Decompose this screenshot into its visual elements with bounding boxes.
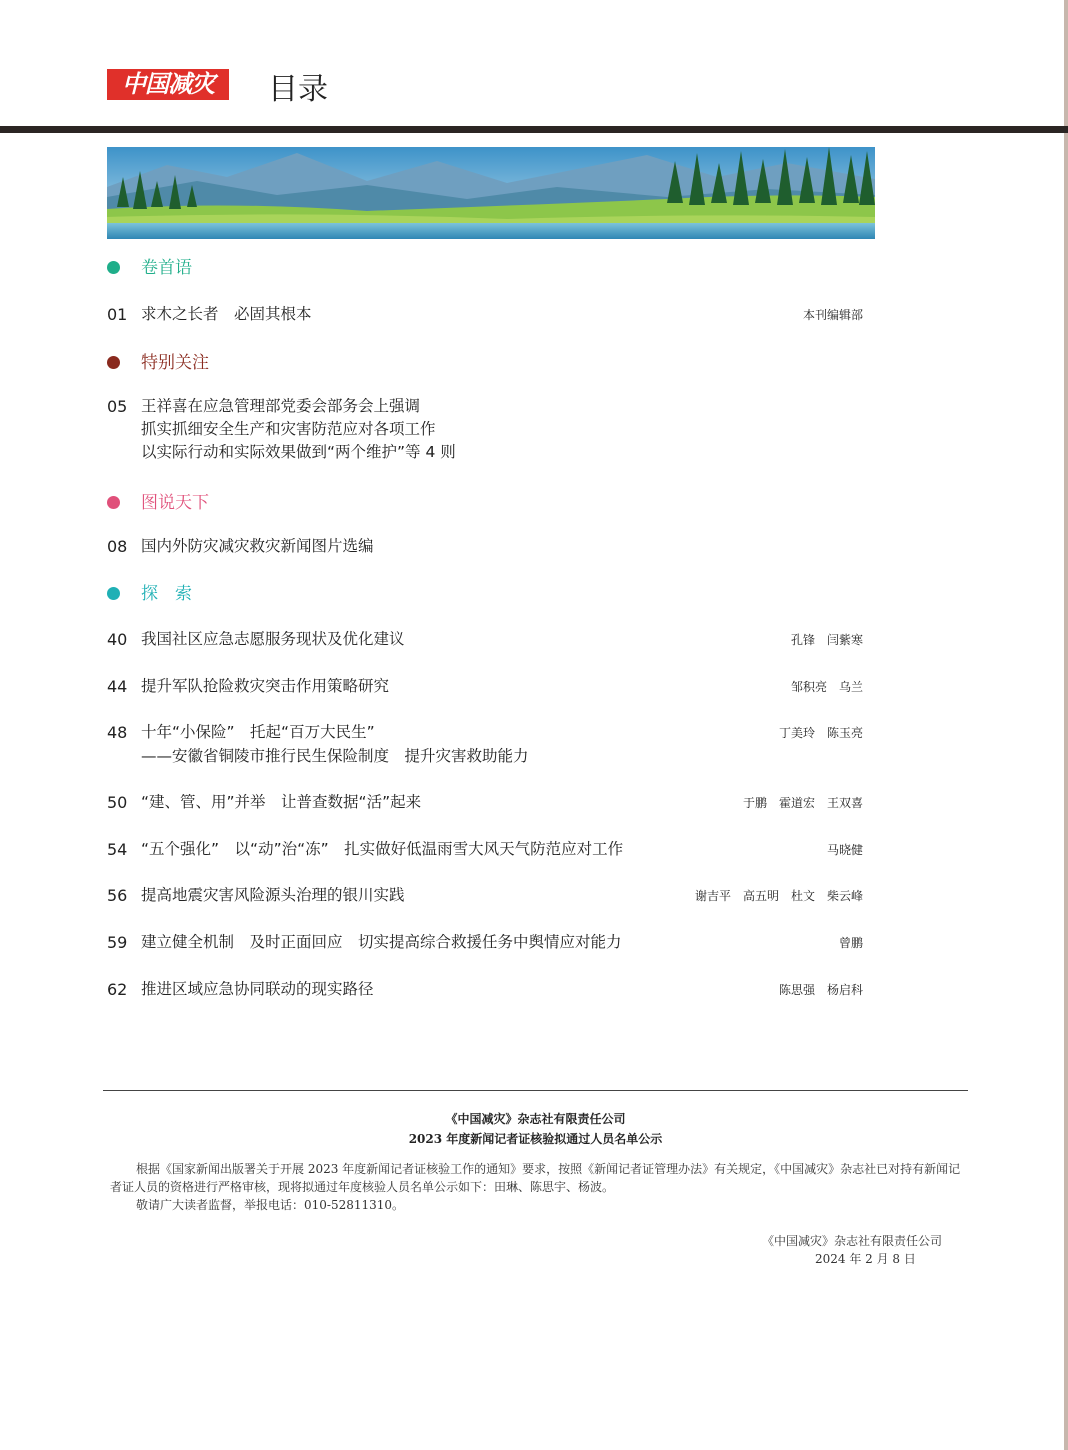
page-number: 08 [107,537,128,556]
article-author: 曾鹏 [838,936,863,950]
article-title: 提高地震灾害风险源头治理的银川实践 [141,886,405,904]
page-edge-strip [1064,0,1068,1450]
article-title: 建立健全机制 及时正面回应 切实提高综合救援任务中舆情应对能力 [141,933,622,951]
landscape-banner-image [107,147,875,239]
page-number: 54 [107,840,128,859]
article-author: 马晓健 [826,843,863,857]
section-bullet [107,261,120,274]
notice-heading-title: 2023 年度新闻记者证核验拟通过人员名单公示 [408,1132,663,1146]
article-title: 我国社区应急志愿服务现状及优化建议 [141,630,405,648]
article-title: “建、管、用”并举 让普查数据“活”起来 [141,793,422,811]
page-title: 目录 [268,72,328,107]
article-title: 提升军队抢险救灾突击作用策略研究 [141,677,390,695]
notice-divider [103,1090,968,1091]
article-title-line: 王祥喜在应急管理部党委会部务会上强调 [141,397,421,415]
article-author: 于鹏 霍道宏 王双喜 [742,796,863,810]
page-number: 59 [107,933,128,952]
article-title: “五个强化” 以“动”治“冻” 扎实做好低温雨雪大风天气防范应对工作 [141,840,624,858]
article-author: 孔锋 闫紫寒 [790,633,863,647]
article-author: 陈思强 杨启科 [778,983,863,997]
section-label: 探 索 [141,584,192,604]
header-divider [0,126,1068,133]
page-number: 56 [107,886,128,905]
notice-heading-org: 《中国减灾》杂志社有限责任公司 [445,1112,626,1126]
article-title-line: 抓实抓细安全生产和灾害防范应对各项工作 [141,420,436,438]
article-title: 推进区域应急协同联动的现实路径 [141,980,374,998]
page-number: 50 [107,793,128,812]
article-author: 谢吉平 高五明 杜文 柴云峰 [694,889,863,903]
section-label: 特别关注 [141,353,209,373]
page-number: 05 [107,397,128,416]
article-author: 邹积亮 乌兰 [790,680,863,694]
page-number: 01 [107,305,128,324]
notice-signoff-date: 2024 年 2 月 8 日 [815,1252,916,1266]
article-author: 本刊编辑部 [802,308,863,322]
section-bullet [107,356,120,369]
notice-signoff-org: 《中国减灾》杂志社有限责任公司 [762,1234,943,1248]
section-bullet [107,587,120,600]
section-label: 卷首语 [141,258,192,278]
notice-paragraph: 根据《国家新闻出版署关于开展 2023 年度新闻记者证核验工作的通知》要求，按照《新闻记者证管理办法》有关规定，《中国减灾》杂志社已对持有新闻记者证人员的资格进行严格审核，现将拟通过年度核验人员名单公示如下：田琳、陈思宇、杨波。 [110,1162,961,1194]
article-subtitle: ——安徽省铜陵市推行民生保险制度 提升灾害救助能力 [141,747,529,765]
page-number: 62 [107,980,128,999]
article-title: 国内外防灾减灾救灾新闻图片选编 [141,537,374,555]
section-bullet [107,496,120,509]
article-title-line: 十年“小保险” 托起“百万大民生” [141,723,375,741]
article-author: 丁美玲 陈玉亮 [778,726,863,740]
page-number: 40 [107,630,128,649]
article-title-line: 以实际行动和实际效果做到“两个维护”等 4 则 [141,443,456,461]
section-label: 图说天下 [141,493,209,513]
article-title: 求木之长者 必固其根本 [141,305,312,323]
magazine-logo: 中国减灾 [107,69,229,100]
notice-contact: 敬请广大读者监督，举报电话：010-52811310。 [136,1198,405,1212]
page-number: 44 [107,677,128,696]
page-number: 48 [107,723,128,742]
